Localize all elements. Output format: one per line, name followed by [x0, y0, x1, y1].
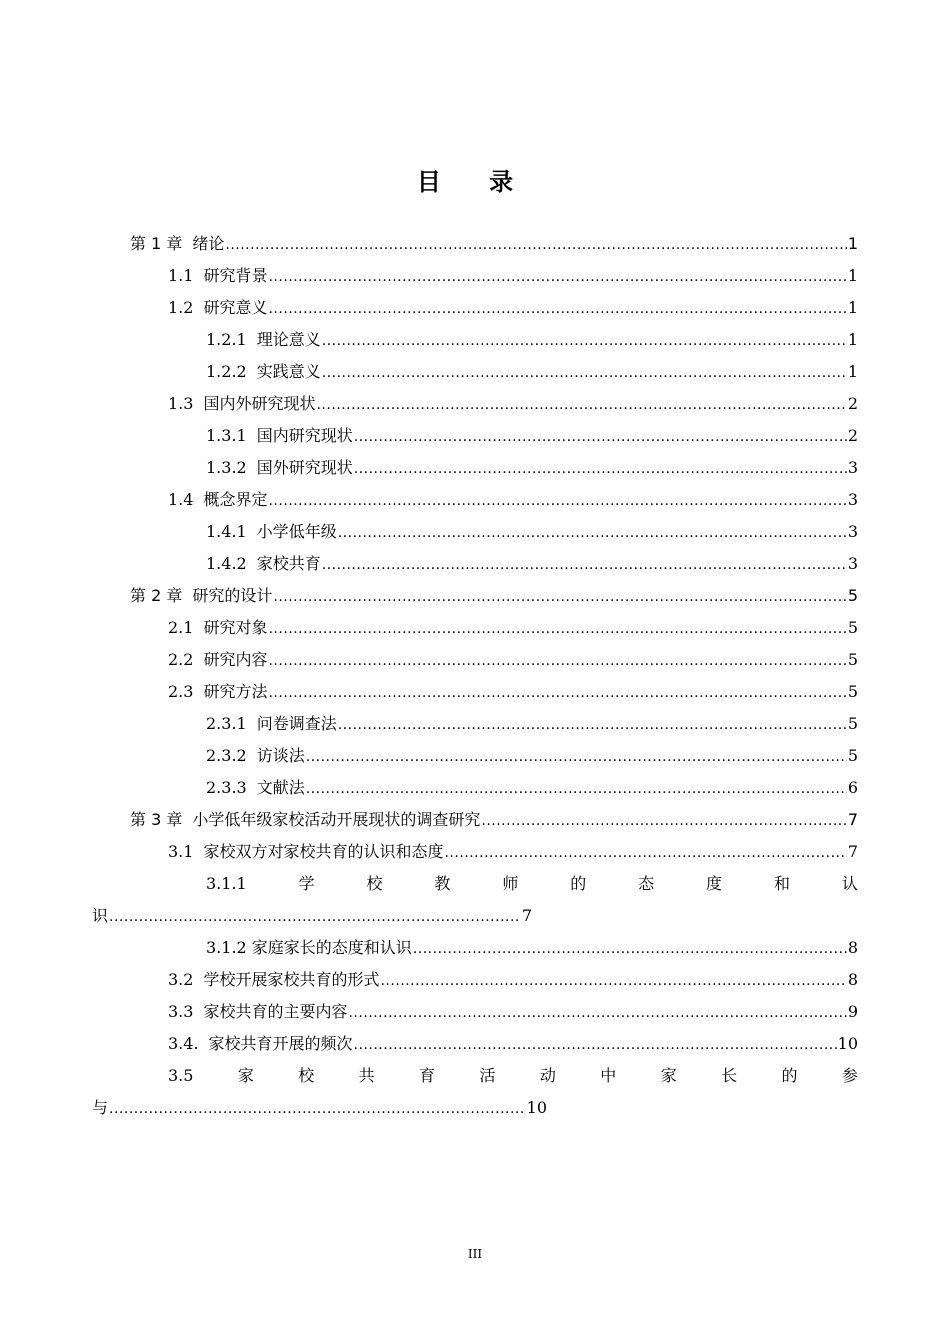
toc-entry-page: 9 — [847, 1002, 858, 1021]
toc-entry-chapter-3[interactable] — [130, 804, 858, 836]
toc-entry-title: 国内外研究现状 — [203, 394, 316, 413]
toc-entry-3-5-wrap[interactable] — [92, 1092, 547, 1124]
toc-entry-title: 研究对象 — [203, 618, 268, 637]
toc-entry-title: 小学低年级 — [256, 522, 337, 541]
toc-entry-title: 与 — [92, 1098, 109, 1117]
toc-entry-title: 家校共育开展的频次 — [208, 1034, 353, 1053]
toc-entry-title: 识 — [92, 906, 109, 925]
toc-entry-char: 认 — [841, 874, 858, 893]
dot-leader — [268, 485, 846, 517]
dot-leader — [338, 709, 847, 741]
toc-entry-char: 活 — [479, 1066, 496, 1085]
toc-entry-number: 1.2 — [168, 298, 194, 317]
dot-leader — [306, 773, 847, 805]
dot-leader — [268, 613, 846, 645]
toc-entry-1-1[interactable] — [168, 260, 858, 292]
toc-entry-number: 3.5 — [168, 1066, 194, 1085]
toc-entry-char: 动 — [539, 1066, 556, 1085]
toc-entry-1-4[interactable] — [168, 484, 858, 516]
toc-entry-title: 国内研究现状 — [256, 426, 353, 445]
toc-entry-chapter-2[interactable] — [130, 580, 858, 612]
dot-leader — [481, 805, 846, 837]
toc-entry-title: 研究的设计 — [192, 586, 273, 605]
toc-entry-char: 长 — [721, 1066, 738, 1085]
dot-leader — [225, 229, 846, 261]
toc-entry-number: 2.3.3 — [206, 778, 247, 797]
toc-entry-char: 参 — [841, 1066, 858, 1085]
toc-entry-page: 1 — [847, 330, 858, 349]
dot-leader — [273, 581, 846, 613]
toc-entry-page: 5 — [847, 618, 858, 637]
toc-entry-2-3-2[interactable] — [206, 740, 858, 772]
toc-entry-number: 1.2.2 — [206, 362, 247, 381]
dot-leader — [354, 421, 847, 453]
toc-entry-page: 7 — [847, 810, 858, 829]
toc-entry-title: 家校共育 — [256, 554, 321, 573]
toc-entry-1-4-1[interactable] — [206, 516, 858, 548]
toc-entry-page: 10 — [526, 1098, 547, 1117]
toc-entry-title: 文献法 — [256, 778, 305, 797]
toc-entry-title: 研究内容 — [203, 650, 268, 669]
toc-entry-number: 1.1 — [168, 266, 194, 285]
toc-entry-number: 1.2.1 — [206, 330, 247, 349]
toc-entry-page: 8 — [847, 938, 858, 957]
toc-entry-chapter-1[interactable] — [130, 228, 858, 260]
toc-entry-number: 1.4.1 — [206, 522, 247, 541]
toc-entry-number: 1.3 — [168, 394, 194, 413]
toc-entry-1-3-1[interactable] — [206, 420, 858, 452]
toc-entry-page: 1 — [847, 266, 858, 285]
toc-entry-number: 2.1 — [168, 618, 194, 637]
toc-entry-page: 2 — [847, 426, 858, 445]
dot-leader — [322, 325, 847, 357]
dot-leader — [306, 741, 847, 773]
dot-leader — [268, 645, 846, 677]
toc-entry-page: 1 — [847, 298, 858, 317]
toc-entry-3-3[interactable] — [168, 996, 858, 1028]
dot-leader — [268, 261, 846, 293]
toc-entry-page: 1 — [847, 234, 858, 253]
toc-entry-char: 教 — [434, 874, 451, 893]
page-number: III — [467, 1247, 483, 1261]
toc-entry-page: 3 — [847, 554, 858, 573]
toc-entry-title: 国外研究现状 — [256, 458, 353, 477]
dot-leader — [338, 517, 847, 549]
dot-leader — [268, 293, 846, 325]
toc-entry-2-3-3[interactable] — [206, 772, 858, 804]
toc-entry-3-1-2[interactable] — [206, 932, 858, 964]
toc-entry-number: 第 3 章 — [130, 810, 183, 829]
toc-entry-3-1-1-wrap[interactable] — [92, 900, 532, 932]
toc-entry-3-1[interactable] — [168, 836, 858, 868]
toc-entry-page: 6 — [847, 778, 858, 797]
toc-entry-title: 概念界定 — [203, 490, 268, 509]
toc-entry-number: 第 2 章 — [130, 586, 183, 605]
toc-entry-title: 研究意义 — [203, 298, 268, 317]
toc-entry-1-2-2[interactable] — [206, 356, 858, 388]
dot-leader — [354, 453, 847, 485]
toc-entry-char: 态 — [638, 874, 655, 893]
toc-entry-char: 度 — [706, 874, 723, 893]
toc-title: 目 录 — [416, 168, 534, 196]
toc-entry-number: 1.3.1 — [206, 426, 247, 445]
toc-entry-title: 学校开展家校共育的形式 — [203, 970, 380, 989]
toc-entry-char: 校 — [298, 1066, 315, 1085]
toc-entry-number: 3.2 — [168, 970, 194, 989]
toc-entry-title: 小学低年级家校活动开展现状的调查研究 — [192, 810, 481, 829]
dot-leader — [322, 357, 847, 389]
toc-entry-page: 5 — [847, 586, 858, 605]
toc-entry-page: 7 — [847, 842, 858, 861]
toc-entry-title: 家校共育的主要内容 — [203, 1002, 348, 1021]
toc-entry-number: 2.3.2 — [206, 746, 247, 765]
dot-leader — [348, 997, 846, 1029]
toc-entry-page: 7 — [521, 906, 532, 925]
toc-entry-page: 8 — [847, 970, 858, 989]
toc-entry-1-3-2[interactable] — [206, 452, 858, 484]
toc-entry-number: 1.3.2 — [206, 458, 247, 477]
dot-leader — [322, 549, 847, 581]
toc-entry-2-2[interactable] — [168, 644, 858, 676]
toc-entry-char: 的 — [781, 1066, 798, 1085]
dot-leader — [413, 933, 847, 965]
toc-entry-char: 育 — [419, 1066, 436, 1085]
toc-entry-page: 5 — [847, 746, 858, 765]
dot-leader — [354, 1029, 837, 1061]
toc-entry-2-3-1[interactable] — [206, 708, 858, 740]
dot-leader — [109, 1093, 526, 1125]
toc-entry-1-4-2[interactable] — [206, 548, 858, 580]
toc-entry-char: 学 — [298, 874, 315, 893]
toc-entry-page: 3 — [847, 522, 858, 541]
toc-entry-number: 1.4.2 — [206, 554, 247, 573]
toc-entry-page: 5 — [847, 682, 858, 701]
toc-entry-1-2[interactable] — [168, 292, 858, 324]
dot-leader — [109, 901, 521, 933]
toc-entry-char: 家 — [660, 1066, 677, 1085]
dot-leader — [444, 837, 846, 869]
toc-entry-1-2-1[interactable] — [206, 324, 858, 356]
toc-entry-number: 3.1 — [168, 842, 194, 861]
toc-entry-number: 1.4 — [168, 490, 194, 509]
toc-entry-3-1-1[interactable] — [206, 868, 858, 900]
toc-entry-number: 2.3.1 — [206, 714, 247, 733]
toc-entry-number: 2.3 — [168, 682, 194, 701]
toc-entry-3-5[interactable] — [168, 1060, 858, 1092]
toc-entry-number: 2.2 — [168, 650, 194, 669]
toc-entry-title: 问卷调查法 — [256, 714, 337, 733]
toc-entry-page: 5 — [847, 650, 858, 669]
toc-entry-title: 访谈法 — [256, 746, 305, 765]
toc-entry-page: 3 — [847, 490, 858, 509]
toc-entry-char: 的 — [570, 874, 587, 893]
toc-entry-title: 实践意义 — [256, 362, 321, 381]
toc-entry-title: 3.1.2 家庭家长的态度和认识 — [206, 938, 412, 957]
dot-leader — [268, 677, 846, 709]
toc-entry-2-3[interactable] — [168, 676, 858, 708]
toc-entry-page: 10 — [837, 1034, 858, 1053]
toc-entry-title: 研究方法 — [203, 682, 268, 701]
toc-entry-2-1[interactable] — [168, 612, 858, 644]
toc-entry-number: 3.3 — [168, 1002, 194, 1021]
toc-entry-char: 共 — [358, 1066, 375, 1085]
toc-entry-3-2[interactable] — [168, 964, 858, 996]
toc-entry-title: 家校双方对家校共育的认识和态度 — [203, 842, 444, 861]
dot-leader — [316, 389, 846, 421]
toc-entry-3-4[interactable] — [168, 1028, 858, 1060]
toc-entry-page: 2 — [847, 394, 858, 413]
toc-entry-page: 3 — [847, 458, 858, 477]
toc-entry-title: 研究背景 — [203, 266, 268, 285]
toc-entry-number: 3.4. — [168, 1034, 199, 1053]
toc-entry-1-3[interactable] — [168, 388, 858, 420]
dot-leader — [380, 965, 846, 997]
toc-entry-char: 校 — [366, 874, 383, 893]
toc-entry-char: 家 — [237, 1066, 254, 1085]
toc-entry-char: 和 — [773, 874, 790, 893]
toc-entry-char: 中 — [600, 1066, 617, 1085]
toc-entry-page: 5 — [847, 714, 858, 733]
toc-entry-number: 第 1 章 — [130, 234, 183, 253]
toc-entry-title: 绪论 — [192, 234, 225, 253]
toc-entry-char: 师 — [502, 874, 519, 893]
toc-entry-page: 1 — [847, 362, 858, 381]
toc-entry-number: 3.1.1 — [206, 874, 247, 893]
toc-entry-title: 理论意义 — [256, 330, 321, 349]
